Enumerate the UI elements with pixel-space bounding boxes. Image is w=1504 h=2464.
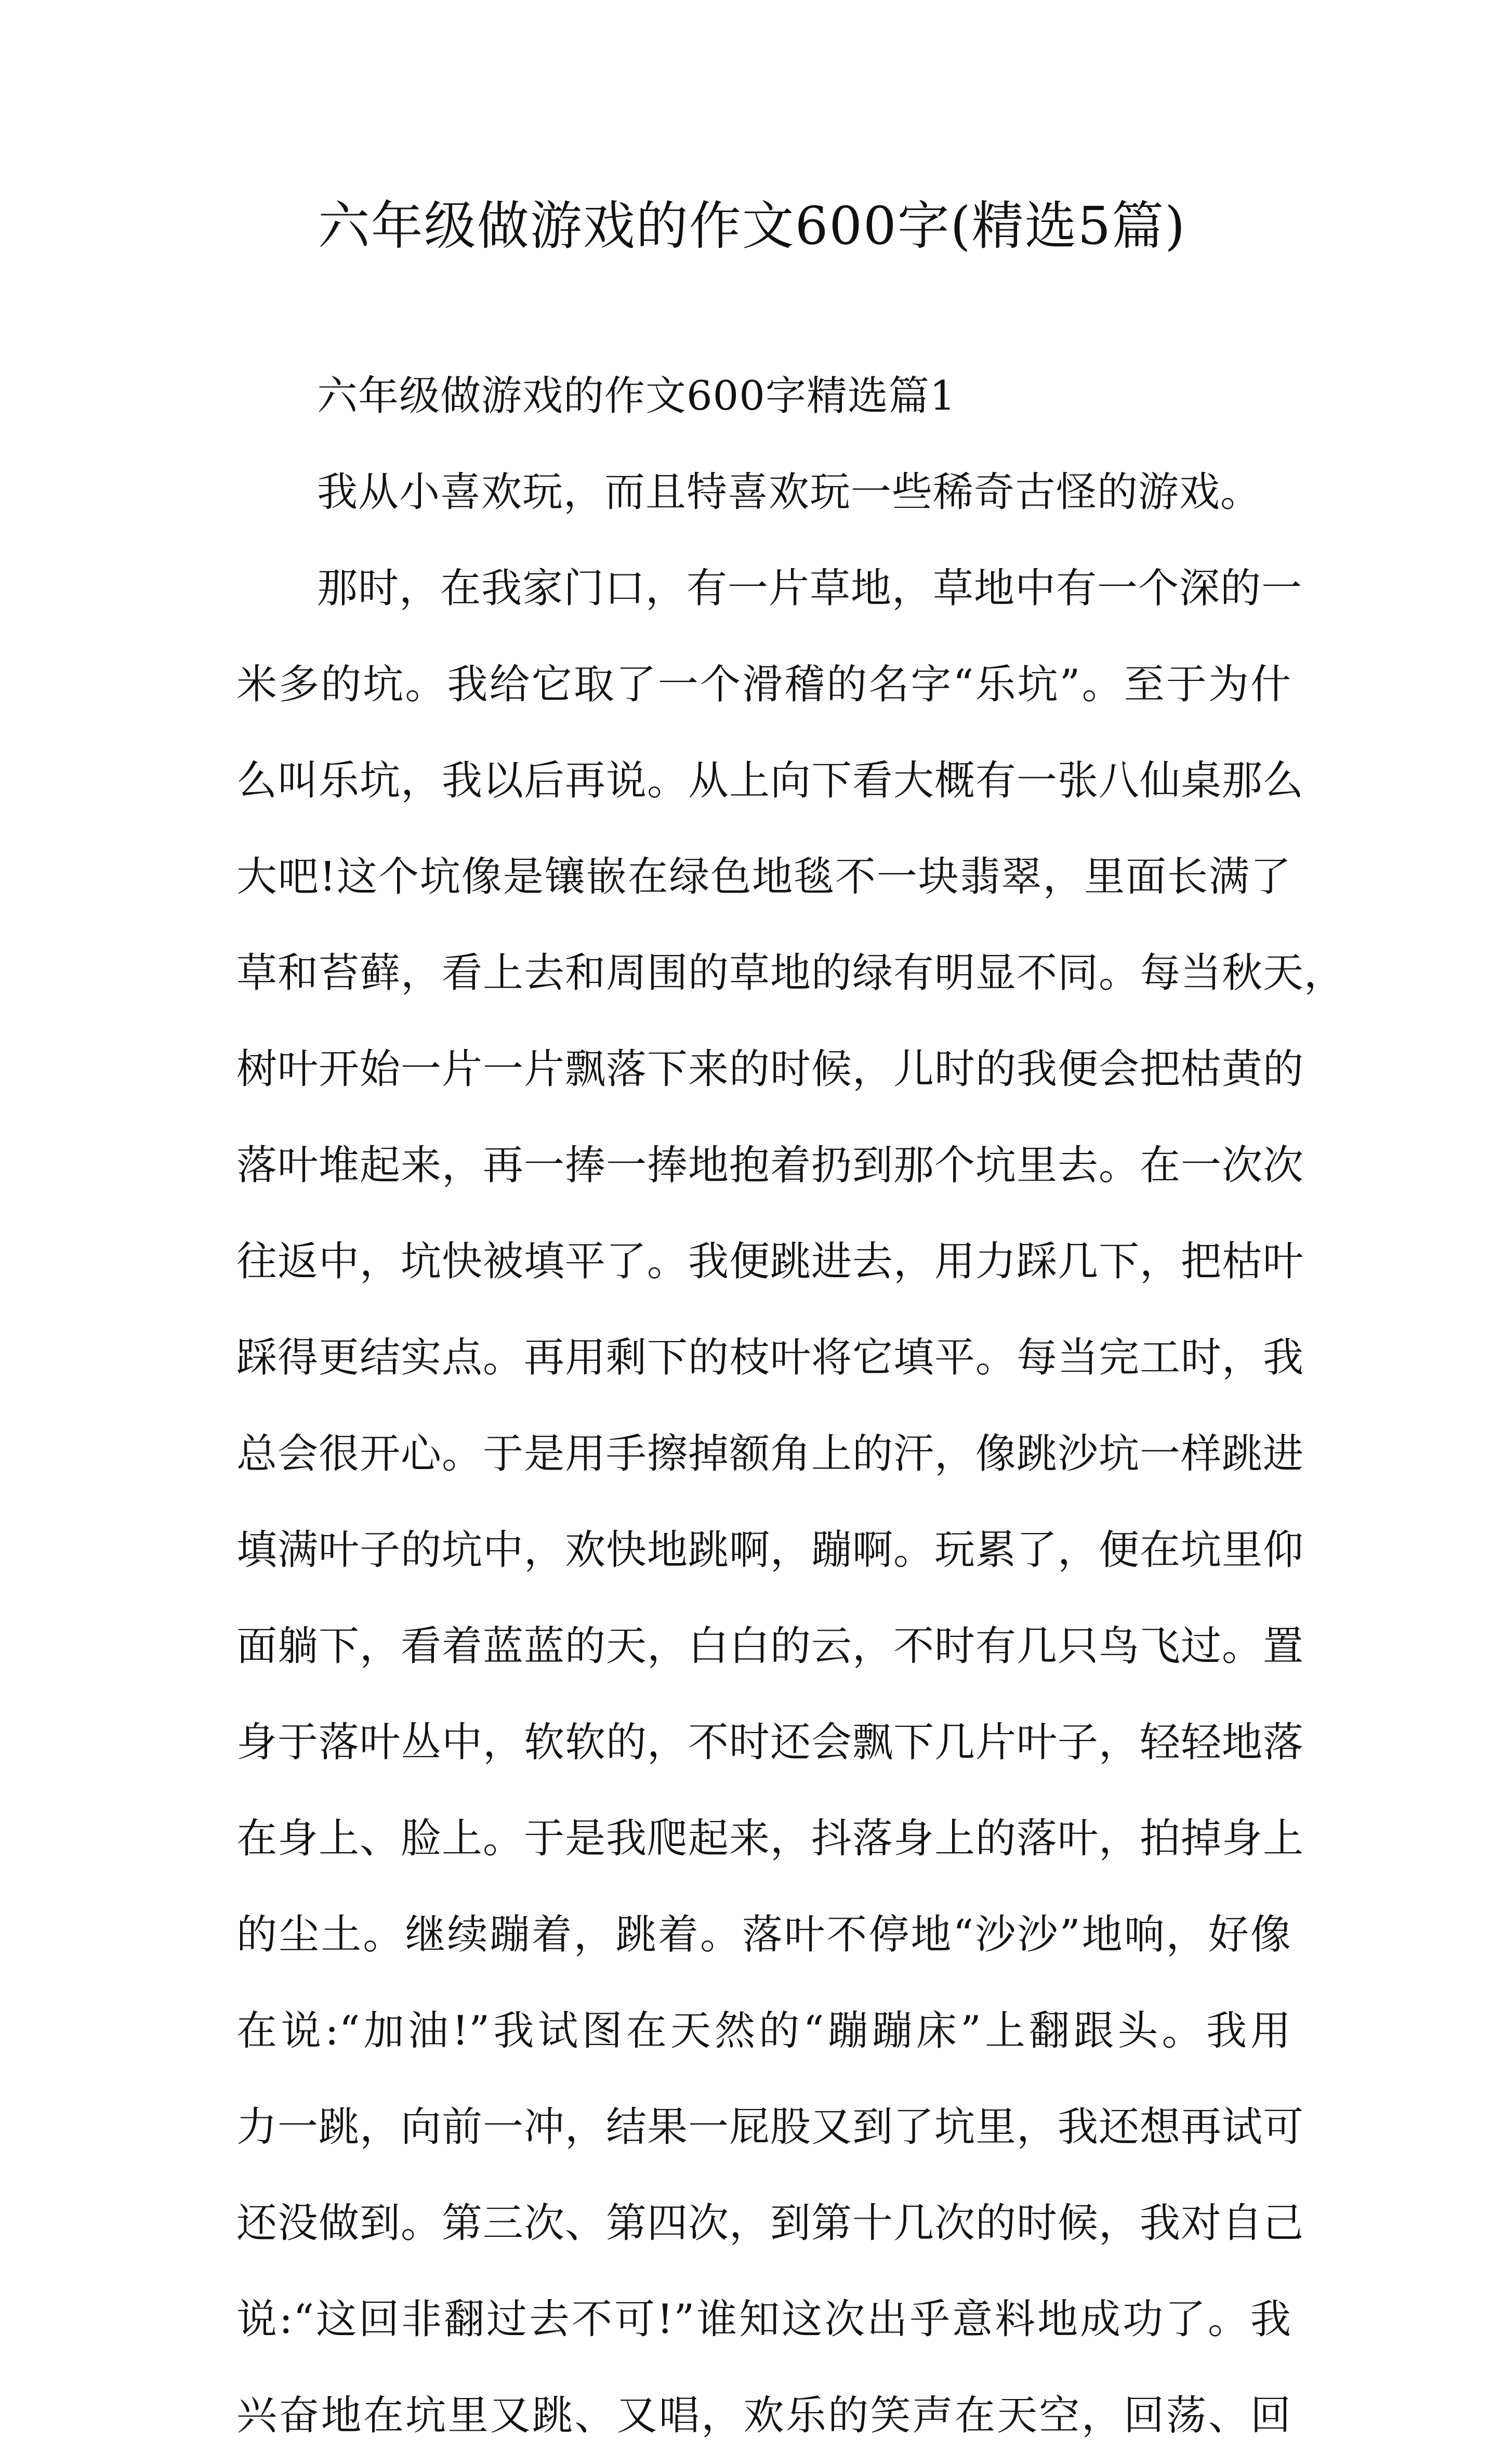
paragraph-2-line: 么叫乐坑，我以后再说。从上向下看大概有一张八仙桌那么	[236, 757, 1304, 804]
paragraph-2-line: 面躺下，看着蓝蓝的天，白白的云，不时有几只鸟飞过。置	[236, 1623, 1304, 1670]
paragraph-2-line: 落叶堆起来，再一捧一捧地抱着扔到那个坑里去。在一次次	[236, 1142, 1304, 1189]
paragraph-2-line: 米多的坑。我给它取了一个滑稽的名字“乐坑”。至于为什	[236, 661, 1291, 708]
paragraph-2-line: 踩得更结实点。再用剩下的枝叶将它填平。每当完工时，我	[236, 1334, 1304, 1381]
paragraph-2-line: 身于落叶丛中，软软的，不时还会飘下几片叶子，轻轻地落	[236, 1719, 1304, 1766]
paragraph-2-line: 那时，在我家门口，有一片草地，草地中有一个深的一	[317, 565, 1303, 612]
paragraph-2-line: 的尘土。继续蹦着，跳着。落叶不停地“沙沙”地响，好像	[236, 1911, 1291, 1958]
paragraph-2-line: 往返中，坑快被填平了。我便跳进去，用力踩几下，把枯叶	[236, 1238, 1304, 1285]
paragraph-2-line: 草和苔藓，看上去和周围的草地的绿有明显不同。每当秋天，	[236, 950, 1345, 997]
paragraph-2-line: 总会很开心。于是用手擦掉额角上的汗，像跳沙坑一样跳进	[236, 1431, 1304, 1477]
paragraph-2-line: 力一跳，向前一冲，结果一屁股又到了坑里，我还想再试可	[236, 2104, 1304, 2151]
paragraph-1: 我从小喜欢玩，而且特喜欢玩一些稀奇古怪的游戏。	[317, 469, 1262, 516]
document-title: 六年级做游戏的作文600字(精选5篇)	[318, 195, 1186, 256]
paragraph-2-line: 说:“这回非翻过去不可!”谁知这次出乎意料地成功了。我	[236, 2296, 1291, 2343]
section-heading: 六年级做游戏的作文600字精选篇1	[317, 373, 956, 420]
paragraph-2-line: 填满叶子的坑中，欢快地跳啊，蹦啊。玩累了，便在坑里仰	[236, 1527, 1304, 1574]
paragraph-2-line: 在身上、脸上。于是我爬起来，抖落身上的落叶，拍掉身上	[236, 1815, 1304, 1862]
paragraph-2-line: 大吧!这个坑像是镶嵌在绿色地毯不一块翡翠，里面长满了	[236, 854, 1291, 900]
paragraph-2-line: 在说:“加油!”我试图在天然的“蹦蹦床”上翻跟头。我用	[236, 2008, 1291, 2054]
document-body	[236, 348, 1345, 2464]
paragraph-2-line: 兴奋地在坑里又跳、又唱，欢乐的笑声在天空，回荡、回	[236, 2392, 1291, 2439]
paragraph-2-line: 还没做到。第三次、第四次，到第十几次的时候，我对自己	[236, 2200, 1304, 2247]
paragraph-2-line: 树叶开始一片一片飘落下来的时候，儿时的我便会把枯黄的	[236, 1046, 1304, 1093]
